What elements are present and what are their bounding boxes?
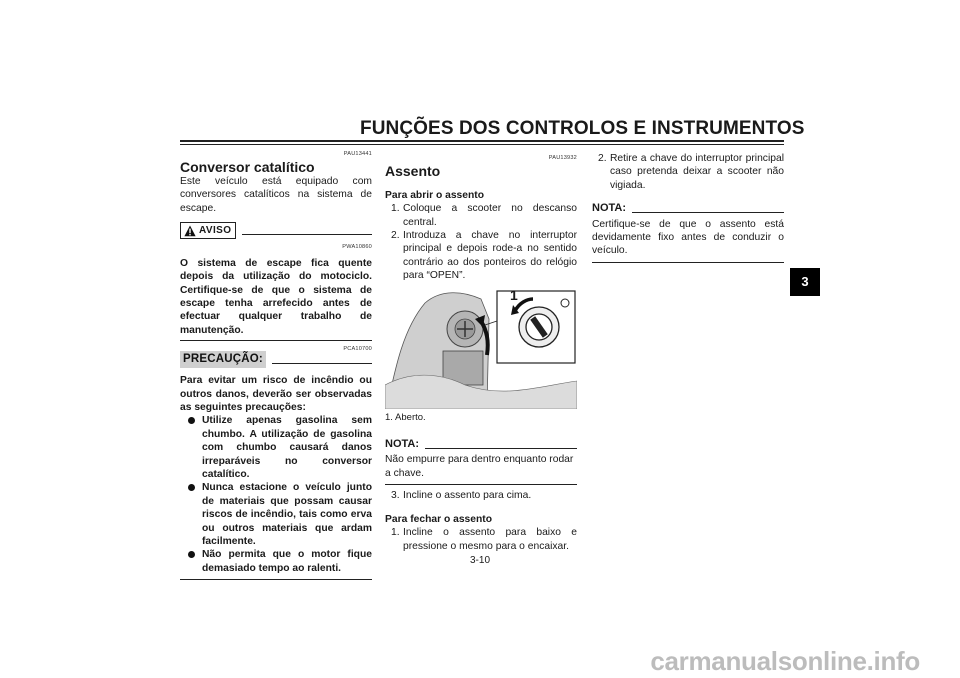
nota-end-rule [592,262,784,263]
seat-key-figure [385,286,577,409]
step-text: Incline o assento para cima. [403,490,532,502]
precaucao-rule [272,363,372,364]
aviso-rule [242,234,372,235]
list-item [180,481,372,548]
aviso-label: AVISO [199,225,232,237]
nota-rule [425,448,577,449]
column-catalytic-converter [180,148,372,580]
intro-paragraph: Este veículo está equipado com conversores catalíticos na sistema de escape. [180,175,372,214]
section-code: PAU13932 [548,155,577,161]
nota-label: NOTA: [385,438,420,451]
step-number: 1. [391,527,400,539]
step-text: Coloque a scooter no descanso central. [403,203,577,228]
bullet-text: Não permita que o motor fique demasiado tempo ao ralenti. [202,549,372,574]
nota-text: Não empurre para dentro enquanto rodar a chave. [385,454,574,479]
nota-end-rule [385,484,577,485]
header-rule-thin [180,144,784,145]
list-item [180,548,372,575]
figure-caption: 1. Aberto. [385,411,426,423]
precaucao-code: PCA10700 [343,346,372,353]
close-seat-heading: Para fechar o assento [385,513,493,525]
nota-label: NOTA: [592,202,627,215]
warning-icon [184,225,196,237]
list-item [385,202,577,229]
nota-text: Certifique-se de que o assento está devidamente fixo antes de conduzir o veículo. [592,218,784,257]
aviso-text: O sistema de escape fica quente depois da utilização do motociclo. Certifique-se de que o sistema de escape tenha arrefecido antes de efectuar qualquer trabalho de manutenção. [180,257,372,336]
bullet-text: Nunca estacione o veículo junto de materiais que possam causar riscos de incêndio, tais como erva ou outros materiais que ardam facilmente. [202,482,372,547]
precaucao-end-rule [180,579,372,580]
nota-rule [632,212,784,213]
list-item [385,526,577,553]
bullet-icon [188,417,195,424]
step-text: Incline o assento para baixo e pressione o mesmo para o encaixar. [403,527,577,552]
nota-label-row [385,438,577,451]
aviso-label-row [180,222,372,239]
section-heading-catalytic: Conversor catalítico [180,159,315,176]
list-item [180,414,372,481]
section-heading-seat: Assento [385,163,441,180]
column-seat [385,148,577,553]
step-number: 1. [391,203,400,215]
aviso-end-rule [180,340,372,341]
aviso-code: PWA10860 [342,244,372,251]
watermark: carmanualsonline.info [650,646,920,676]
list-item [385,229,577,283]
chapter-tab: 3 [790,268,820,296]
open-seat-heading: Para abrir o assento [385,189,485,201]
step3-list [385,489,577,502]
bullet-icon [188,484,195,491]
page-number: 3-10 [469,555,490,566]
precaucao-bullet-list [180,414,372,575]
list-item [592,152,784,192]
bullet-icon [188,551,195,558]
list-item [385,489,577,502]
step-text: Introduza a chave no interruptor principal e depois rode-a no sentido contrário ao dos ponteiros do relógio para “OPEN”. [403,230,577,282]
page-header-title: FUNÇÕES DOS CONTROLOS E INSTRUMENTOS [360,118,805,139]
precaucao-badge: PRECAUÇÃO: [180,351,266,368]
precaucao-text: Para evitar um risco de incêndio ou outros danos, deverão ser observadas as seguintes precauções: [180,375,372,413]
open-steps-list [385,202,577,282]
step-number: 2. [598,153,607,164]
nota-label-row [592,202,784,215]
close-steps-list [385,526,577,553]
scooter-seat-illustration [385,286,577,409]
figure-callout-1: 1 [510,286,518,303]
step2-list [592,152,784,192]
column-seat-continued [592,148,784,263]
header-rule [180,140,784,142]
step-number: 2. [391,230,400,242]
bullet-text: Utilize apenas gasolina sem chumbo. A utilização de gasolina com chumbo causará danos irreparáveis no conversor catalítico. [202,415,372,480]
section-code: PAU13441 [343,151,372,157]
step-text: Retire a chave do interruptor principal caso pretenda deixar a scooter não vigiada. [610,153,784,191]
aviso-badge [180,222,236,239]
step-number: 3. [391,490,400,502]
